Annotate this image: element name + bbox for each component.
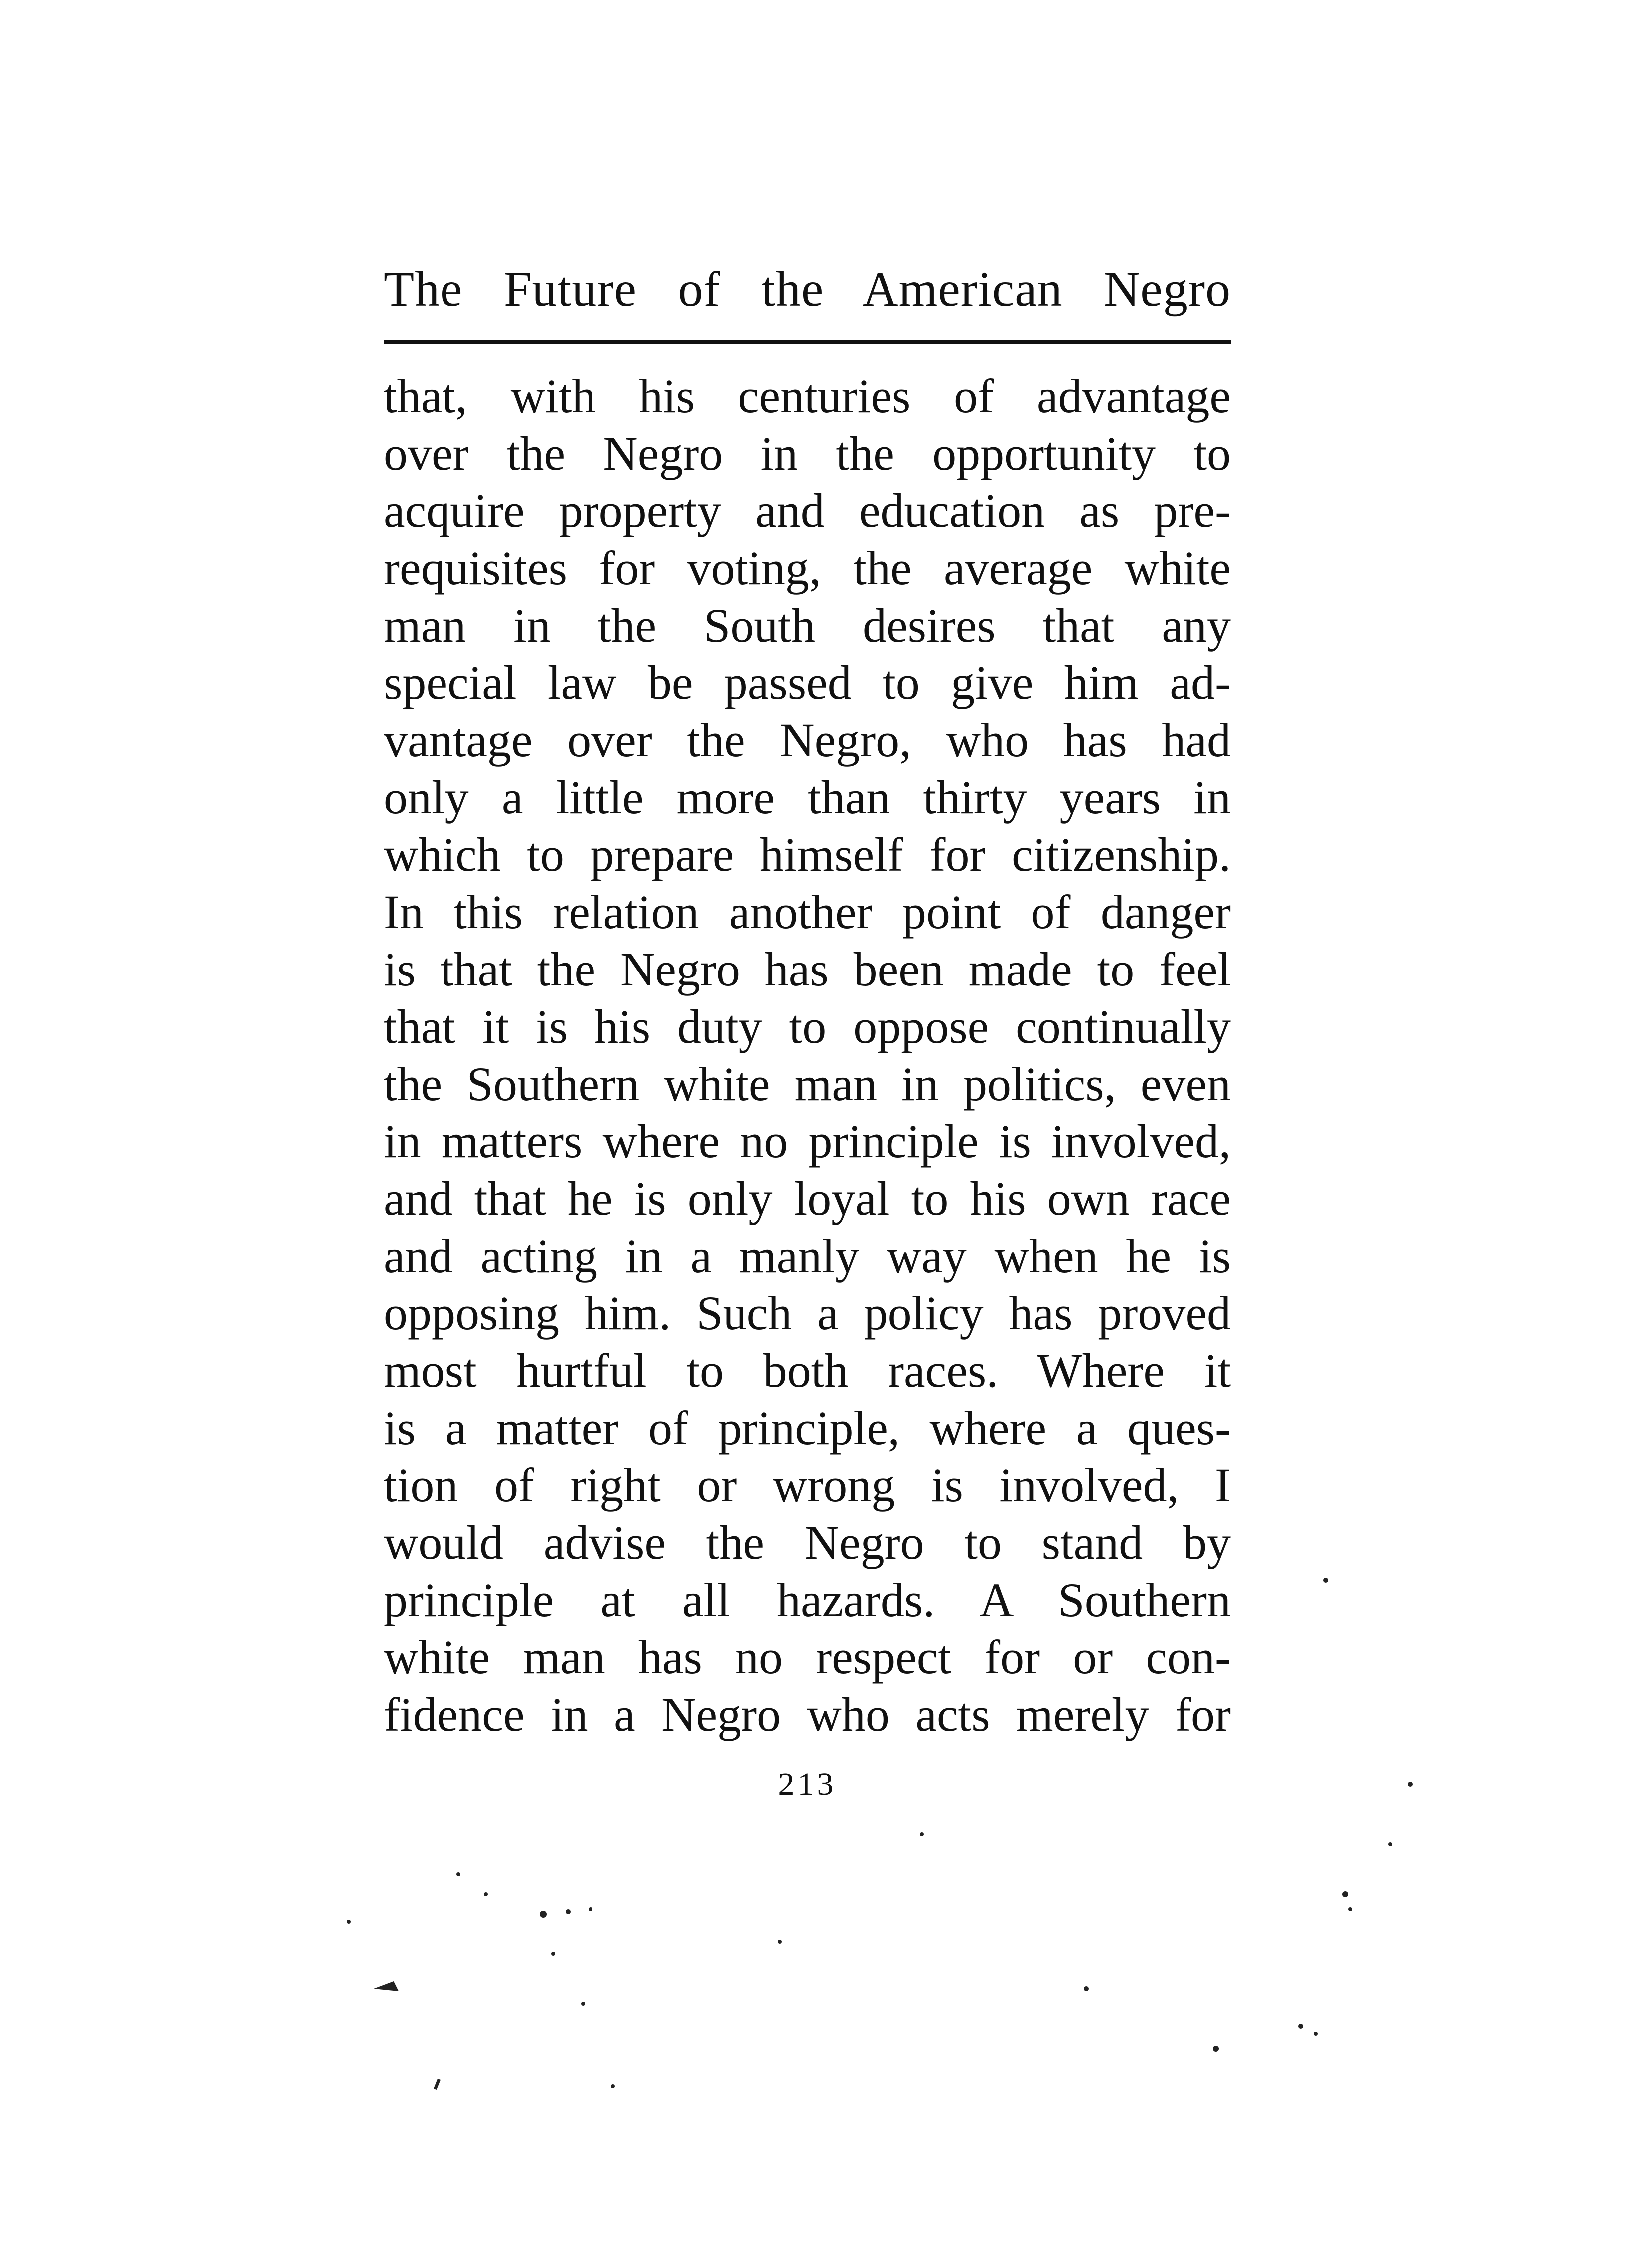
text-line: In this relation another point of danger bbox=[384, 885, 1231, 939]
text-line: and acting in a manly way when he is bbox=[384, 1229, 1231, 1283]
text-line: in matters where no principle is involved, bbox=[384, 1115, 1231, 1168]
text-line: is a matter of principle, where a ques- bbox=[384, 1401, 1231, 1455]
text-line: is that the Negro has been made to feel bbox=[384, 943, 1231, 996]
text-line: tion of right or wrong is involved, I bbox=[384, 1458, 1231, 1512]
text-line: man in the South desires that any bbox=[384, 599, 1231, 652]
text-line: principle at all hazards. A Southern bbox=[384, 1573, 1231, 1626]
text-line: acquire property and education as pre- bbox=[384, 484, 1231, 537]
header-rule bbox=[384, 340, 1231, 344]
body-text bbox=[384, 367, 1231, 1743]
page-number: 213 bbox=[778, 1766, 837, 1802]
text-line: that, with his centuries of advantage bbox=[384, 369, 1231, 423]
text-line: vantage over the Negro, who has had bbox=[384, 713, 1231, 767]
text-line: fidence in a Negro who acts merely for bbox=[384, 1688, 1231, 1741]
text-line: requisites for voting, the average white bbox=[384, 541, 1231, 595]
text-line: white man has no respect for or con- bbox=[384, 1630, 1231, 1684]
text-line: and that he is only loyal to his own race bbox=[384, 1172, 1231, 1225]
text-line: special law be passed to give him ad- bbox=[384, 656, 1231, 709]
text-line: that it is his duty to oppose continually bbox=[384, 1000, 1231, 1053]
text-line: over the Negro in the opportunity to bbox=[384, 427, 1231, 480]
text-line: only a little more than thirty years in bbox=[384, 771, 1231, 824]
text-line: most hurtful to both races. Where it bbox=[384, 1344, 1231, 1397]
text-line: which to prepare himself for citizenship. bbox=[384, 828, 1231, 881]
text-line: opposing him. Such a policy has proved bbox=[384, 1287, 1231, 1340]
text-line: would advise the Negro to stand by bbox=[384, 1516, 1231, 1569]
running-head: The Future of the American Negro bbox=[384, 261, 1231, 317]
text-line: the Southern white man in politics, even bbox=[384, 1057, 1231, 1111]
